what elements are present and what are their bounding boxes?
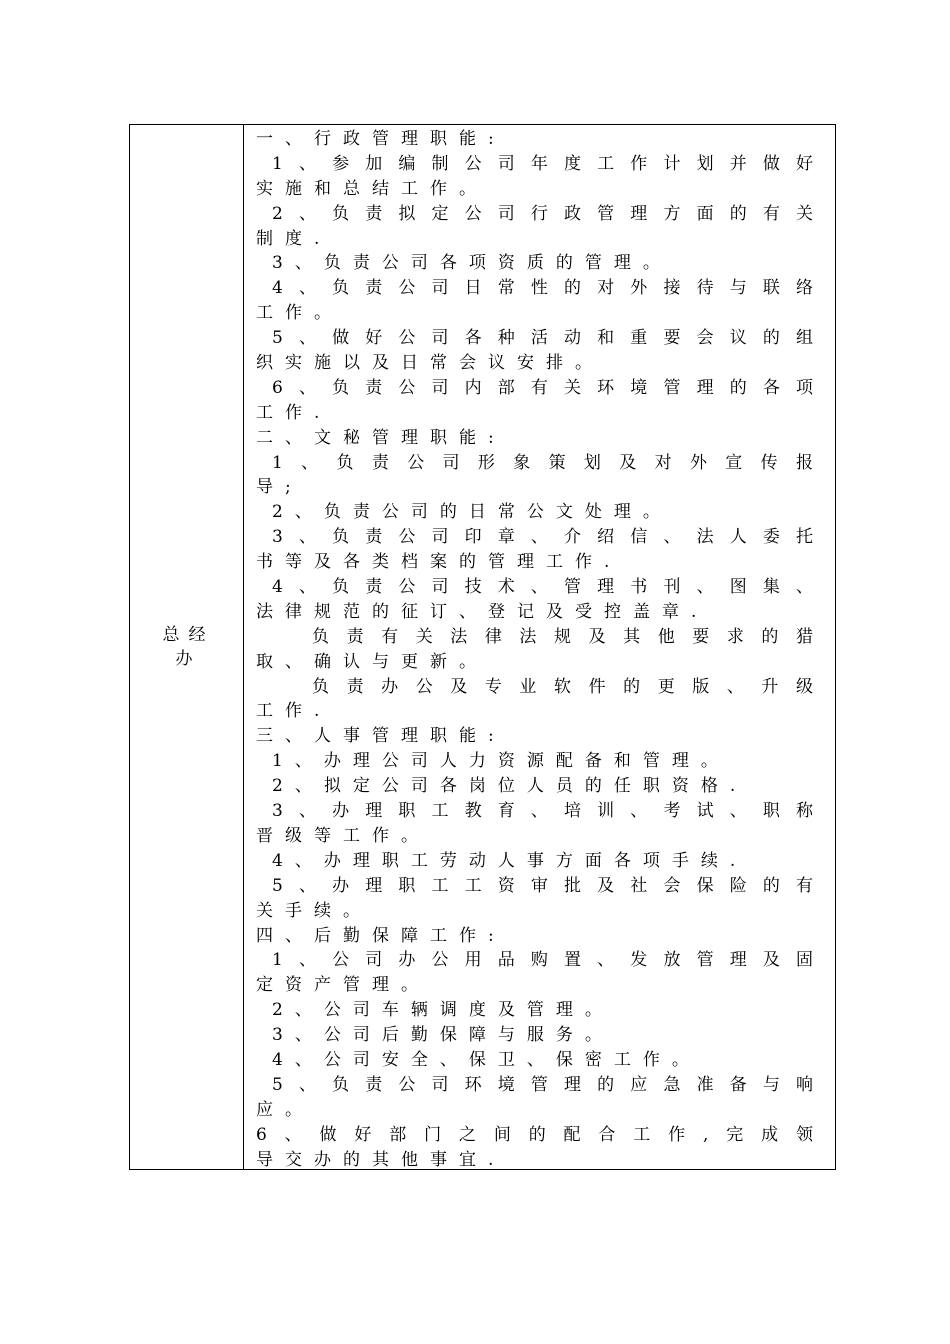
department-name: 总经办 bbox=[162, 625, 215, 669]
duty-line: 关手续。 bbox=[256, 900, 372, 921]
duty-line: 书等及各类档案的管理工作. bbox=[256, 552, 622, 573]
duty-line: 6、做好部门之间的配合工作,完成领 bbox=[256, 1124, 813, 1145]
duty-line: 5、办理职工工资审批及社会保险的有 bbox=[272, 875, 813, 896]
duty-line: 1、负责公司形象策划及对外宣传报 bbox=[272, 452, 813, 473]
duty-line: 四、后勤保障工作: bbox=[256, 925, 506, 946]
department-cell bbox=[130, 125, 244, 1169]
duty-line: 法律规范的征订、登记及受控盖章. bbox=[256, 601, 709, 622]
duty-line: 二、文秘管理职能: bbox=[256, 427, 506, 448]
duty-line: 2、负责拟定公司行政管理方面的有关 bbox=[272, 203, 813, 224]
duty-line: 制度. bbox=[256, 228, 332, 249]
duty-line: 4、负责公司技术、管理书刊、图集、 bbox=[272, 577, 813, 598]
duty-line: 导交办的其他事宜. bbox=[256, 1149, 506, 1170]
duty-line: 2、公司车辆调度及管理。 bbox=[272, 1000, 614, 1021]
duty-line: 1、参加编制公司年度工作计划并做好 bbox=[272, 153, 813, 174]
duty-line: 3、负责公司印章、介绍信、法人委托 bbox=[272, 527, 813, 548]
duty-line: 4、办理职工劳动人事方面各项手续. bbox=[272, 850, 748, 871]
duty-line: 实施和总结工作。 bbox=[256, 178, 488, 199]
duty-line: 三、人事管理职能: bbox=[256, 726, 506, 747]
duty-line: 6、负责公司内部有关环境管理的各项 bbox=[272, 377, 813, 398]
duties-cell bbox=[244, 125, 835, 1169]
duty-line: 工作。 bbox=[256, 303, 343, 324]
duty-line: 5、负责公司环境管理的应急准备与响 bbox=[272, 1074, 813, 1095]
duty-line: 3、公司后勤保障与服务。 bbox=[272, 1025, 614, 1046]
duty-line: 2、负责公司的日常公文处理。 bbox=[272, 502, 672, 523]
duty-table bbox=[129, 124, 836, 1170]
duty-line: 应。 bbox=[256, 1099, 314, 1120]
duty-line: 3、负责公司各项资质的管理。 bbox=[272, 253, 672, 274]
duty-line: 一、行政管理职能: bbox=[256, 129, 506, 149]
duty-line: 负责有关法律法规及其他要求的猎 bbox=[312, 626, 813, 647]
duty-line: 3、办理职工教育、培训、考试、职称 bbox=[272, 801, 813, 822]
duty-line: 1、公司办公用品购置、发放管理及固 bbox=[272, 950, 813, 971]
duty-line: 1、办理公司人力资源配备和管理。 bbox=[272, 751, 730, 772]
duty-line: 5、做好公司各种活动和重要会议的组 bbox=[272, 328, 813, 349]
duty-line: 取、确认与更新。 bbox=[256, 651, 488, 672]
duty-line: 导; bbox=[256, 477, 303, 498]
duty-line: 定资产管理。 bbox=[256, 975, 430, 996]
duty-line: 4、负责公司日常性的对外接待与联络 bbox=[272, 278, 813, 299]
duty-line: 4、公司安全、保卫、保密工作。 bbox=[272, 1049, 701, 1070]
duty-line: 2、拟定公司各岗位人员的任职资格. bbox=[272, 776, 748, 797]
duty-line: 负责办公及专业软件的更版、升级 bbox=[312, 676, 813, 697]
duty-line: 晋级等工作。 bbox=[256, 825, 430, 846]
duty-line: 工作. bbox=[256, 402, 332, 423]
duty-line: 工作. bbox=[256, 701, 332, 722]
duty-line: 织实施以及日常会议安排。 bbox=[256, 353, 604, 374]
